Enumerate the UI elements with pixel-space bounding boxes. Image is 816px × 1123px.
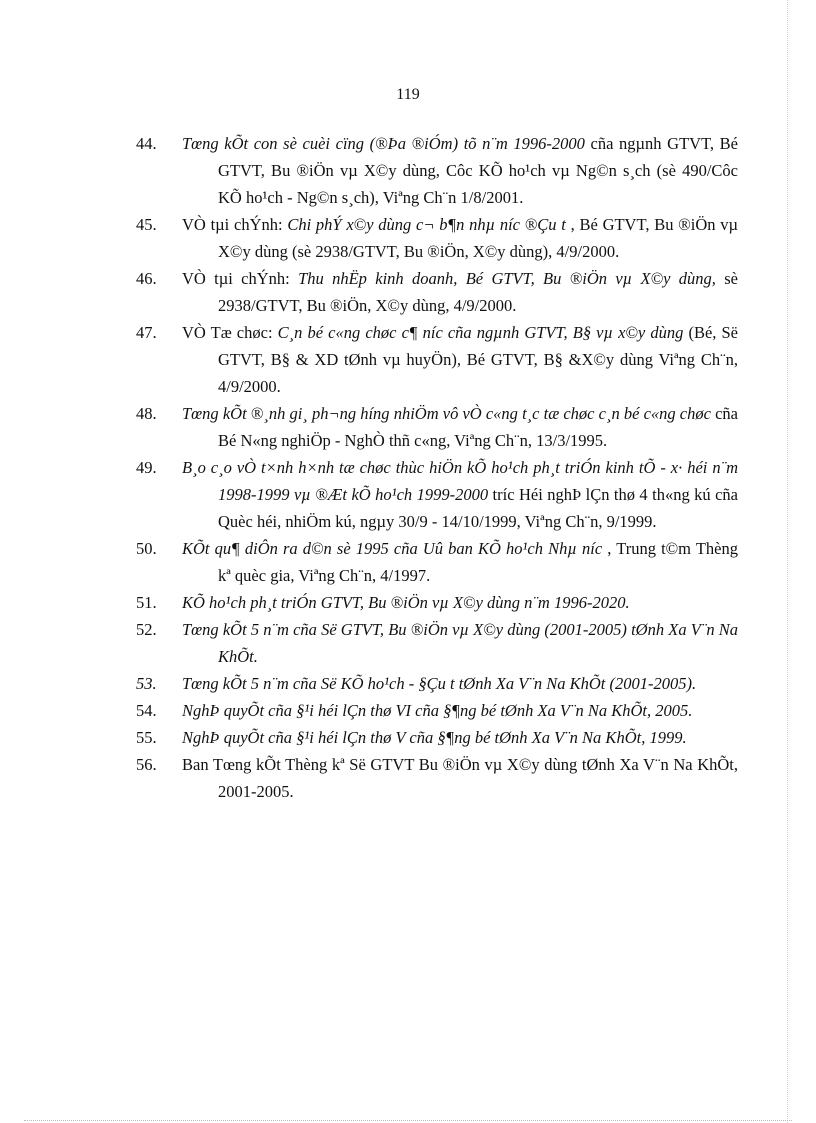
reference-item — [132, 265, 738, 319]
reference-text: Chi phÝ x©y dùng c¬ b¶n nhµ níc ®Çu t — [287, 215, 566, 234]
reference-item — [132, 130, 738, 211]
margin-guide — [787, 0, 788, 1123]
reference-item — [132, 211, 738, 265]
reference-text: B¸o c¸o vÒ t×nh h×nh tæ chøc thùc hiÖn kÕ ho¹ch ph¸t triÓn kinh tÕ - x· héi n¨m 1998-1999 vµ ®Æt kÕ ho¹ch 1999-2000 — [182, 458, 738, 504]
reference-number: 50. — [136, 539, 157, 558]
reference-text: sè 2938/GTVT, Bu ®iÖn, X©y dùng, 4/9/2000. — [218, 269, 738, 315]
reference-text: VÒ Tæ chøc: — [182, 323, 278, 342]
reference-text: VÒ tµi chÝnh: — [182, 215, 288, 234]
reference-item — [132, 400, 738, 454]
reference-text: , Trung t©m Thèng kª quèc gia, Viªng Ch¨n, 4/1997. — [218, 539, 738, 585]
reference-item — [132, 319, 738, 400]
reference-number: 48. — [136, 404, 157, 423]
reference-number: 56. — [136, 755, 157, 774]
reference-number: 54. — [136, 701, 157, 720]
reference-item — [132, 670, 738, 697]
page-number: 119 — [396, 86, 420, 103]
reference-text: Thu nhËp kinh doanh, Bé GTVT, Bu ®iÖn vµ X©y dùng, — [298, 269, 716, 288]
reference-item — [132, 535, 738, 589]
reference-text: C¸n bé c«ng chøc c¶ níc cña ngµnh GTVT, B§ vµ x©y dùng — [277, 323, 684, 342]
reference-text: Tœng kÕt 5 n¨m cña Së GTVT, Bu ®iÖn vµ X©y dùng (2001-2005) tØnh Xa V¨n Na KhÕt. — [182, 620, 738, 666]
reference-text: KÕ ho¹ch ph¸t triÓn GTVT, Bu ®iÖn vµ X©y dùng n¨m 1996-2020. — [182, 593, 630, 612]
reference-number: 52. — [136, 620, 157, 639]
reference-number: 44. — [136, 134, 157, 153]
reference-text: Tœng kÕt ®¸nh gi¸ ph¬ng híng nhiÖm vô vÒ c«ng t¸c tæ chøc c¸n bé c«ng chøc — [182, 404, 711, 423]
reference-number: 49. — [136, 458, 157, 477]
reference-text: Ban Tœng kÕt Thèng kª Së GTVT Bu ®iÖn vµ X©y dùng tØnh Xa V¨n Na KhÕt, 2001-2005. — [182, 755, 738, 801]
reference-text: , Bé GTVT, Bu ®iÖn vµ X©y dùng (sè 2938/GTVT, Bu ®iÖn, X©y dùng), 4/9/2000. — [218, 215, 738, 261]
reference-text: Tœng kÕt 5 n¨m cña Së KÕ ho¹ch - §Çu t tØnh Xa V¨n Na KhÕt (2001-2005). — [182, 674, 697, 693]
reference-item — [132, 589, 738, 616]
reference-text: VÒ tµi chÝnh: — [182, 269, 299, 288]
reference-number: 53. — [136, 674, 157, 693]
reference-text: tríc Héi nghÞ lÇn thø 4 th«ng kú cña Quèc héi, nhiÖm kú, ngµy 30/9 - 14/10/1999, Viªng Ch¨n, 9/1999. — [218, 485, 738, 531]
reference-text: cña Bé N«ng nghiÖp - NghÒ thñ c«ng, Viªng Ch¨n, 13/3/1995. — [218, 404, 738, 450]
reference-text: Tœng kÕt con sè cuèi cïng (®Þa ®iÓm) tõ n¨m 1996-2000 — [182, 134, 591, 153]
reference-text: NghÞ quyÕt cña §¹i héi lÇn thø V cña §¶ng bé tØnh Xa V¨n Na KhÕt, 1999. — [182, 728, 687, 747]
reference-number: 51. — [136, 593, 157, 612]
reference-number: 46. — [136, 269, 157, 288]
reference-number: 47. — [136, 323, 157, 342]
reference-item — [132, 751, 738, 805]
reference-text: KÕt qu¶ diÔn ra d©n sè 1995 cña Uû ban KÕ ho¹ch Nhµ níc — [182, 539, 603, 558]
footer-rule — [24, 1120, 792, 1121]
reference-text: cña ngµnh GTVT, Bé GTVT, Bu ®iÖn vµ X©y dùng, Côc KÕ ho¹ch vµ Ng©n s¸ch (sè 490/Côc KÕ ho¹ch - Ng©n s¸ch), Viªng Ch¨n 1/8/2001. — [218, 134, 738, 207]
reference-text: NghÞ quyÕt cña §¹i héi lÇn thø VI cña §¶ng bé tØnh Xa V¨n Na KhÕt, 2005. — [182, 701, 693, 720]
reference-item — [132, 724, 738, 751]
reference-number: 55. — [136, 728, 157, 747]
reference-text: (Bé, Së GTVT, B§ & XD tØnh vµ huyÖn), Bé GTVT, B§ &X©y dùng Viªng Ch¨n, 4/9/2000. — [218, 323, 738, 396]
reference-item — [132, 697, 738, 724]
reference-list — [132, 130, 738, 805]
reference-item — [132, 616, 738, 670]
reference-number: 45. — [136, 215, 157, 234]
reference-item — [132, 454, 738, 535]
